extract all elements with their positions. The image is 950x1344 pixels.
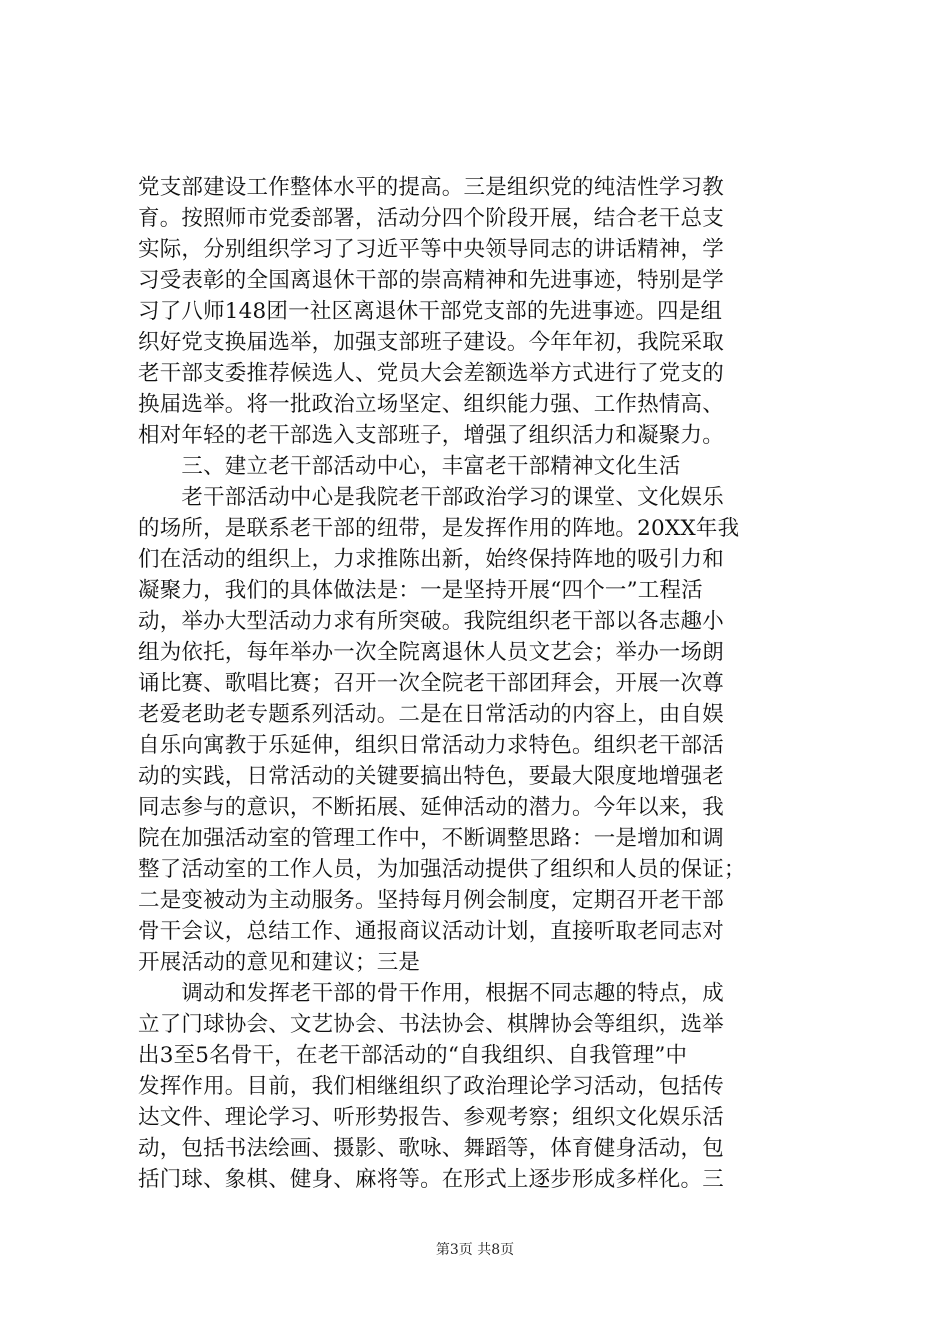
text-line: 换届选举。将一批政治立场坚定、组织能力强、工作热情高、 <box>138 392 724 417</box>
text-line: 习了八师148团一社区离退休干部党支部的先进事迹。四是组 <box>138 299 723 324</box>
body-text <box>138 172 828 1195</box>
text-line: 党支部建设工作整体水平的提高。三是组织党的纯洁性学习教 <box>138 175 724 200</box>
text-line: 动的实践，日常活动的关键要搞出特色，要最大限度地增强老 <box>138 764 724 789</box>
text-line: 调动和发挥老干部的骨干作用，根据不同志趣的特点，成 <box>138 981 724 1006</box>
section-heading: 三、建立老干部活动中心，丰富老干部精神文化生活 <box>138 454 681 479</box>
text-line: 老干部活动中心是我院老干部政治学习的课堂、文化娱乐 <box>138 485 724 510</box>
text-line: 同志参与的意识，不断拓展、延伸活动的潜力。今年以来，我 <box>138 795 724 820</box>
text-line: 老爱老助老专题系列活动。二是在日常活动的内容上，由自娱 <box>138 702 724 727</box>
text-line: 自乐向寓教于乐延伸，组织日常活动力求特色。组织老干部活 <box>138 733 724 758</box>
text-line: 动，包括书法绘画、摄影、歌咏、舞蹈等，体育健身活动，包 <box>138 1136 724 1161</box>
text-line: 诵比赛、歌唱比赛；召开一次全院老干部团拜会，开展一次尊 <box>138 671 724 696</box>
text-line: 相对年轻的老干部选入支部班子，增强了组织活力和凝聚力。 <box>138 423 724 448</box>
text-line: 习受表彰的全国离退休干部的崇高精神和先进事迹，特别是学 <box>138 268 724 293</box>
text-line: 实际，分别组织学习了习近平等中央领导同志的讲话精神，学 <box>138 237 724 262</box>
text-line: 二是变被动为主动服务。坚持每月例会制度，定期召开老干部 <box>138 888 724 913</box>
text-line: 织好党支换届选举，加强支部班子建设。今年年初，我院采取 <box>138 330 724 355</box>
page-footer <box>0 1240 950 1260</box>
text-line: 们在活动的组织上，力求推陈出新，始终保持阵地的吸引力和 <box>138 547 724 572</box>
text-line: 发挥作用。目前，我们相继组织了政治理论学习活动，包括传 <box>138 1074 724 1099</box>
text-line: 括门球、象棋、健身、麻将等。在形式上逐步形成多样化。三 <box>138 1167 724 1192</box>
text-line: 开展活动的意见和建议；三是 <box>138 950 421 975</box>
text-line: 育。按照师市党委部署，活动分四个阶段开展，结合老干总支 <box>138 206 724 231</box>
text-line: 动，举办大型活动力求有所突破。我院组织老干部以各志趣小 <box>138 609 724 634</box>
text-line: 骨干会议，总结工作、通报商议活动计划，直接听取老同志对 <box>138 919 724 944</box>
text-line: 出3至5名骨干，在老干部活动的“自我组织、自我管理”中 <box>138 1043 688 1068</box>
text-line: 院在加强活动室的管理工作中，不断调整思路：一是增加和调 <box>138 826 724 851</box>
text-line: 组为依托，每年举办一次全院离退休人员文艺会；举办一场朗 <box>138 640 724 665</box>
page-number: 第3页 共8页 <box>435 1242 515 1258</box>
text-line: 达文件、理论学习、听形势报告、参观考察；组织文化娱乐活 <box>138 1105 724 1130</box>
text-line: 凝聚力，我们的具体做法是：一是坚持开展“四个一”工程活 <box>138 578 703 603</box>
text-line: 整了活动室的工作人员，为加强活动提供了组织和人员的保证； <box>138 857 746 882</box>
text-line: 的场所，是联系老干部的纽带，是发挥作用的阵地。20XX年我 <box>138 516 740 541</box>
text-line: 老干部支委推荐候选人、党员大会差额选举方式进行了党支的 <box>138 361 724 386</box>
text-line: 立了门球协会、文艺协会、书法协会、棋牌协会等组织，选举 <box>138 1012 724 1037</box>
